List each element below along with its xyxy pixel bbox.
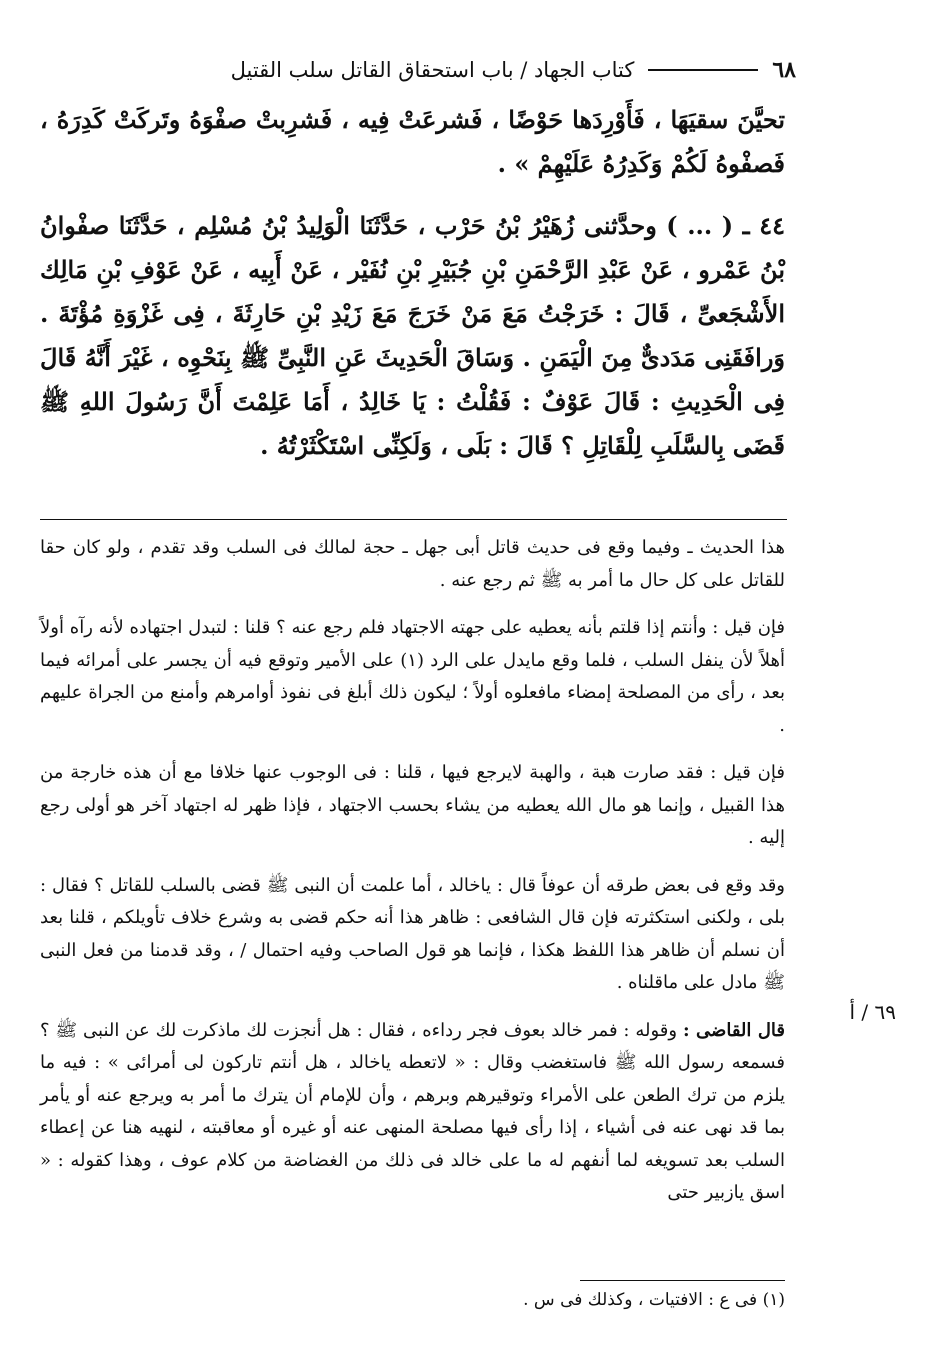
hadith-paragraph: تحيَّنَ سقيَهَا ، فَأَوْرِدَها حَوْضًا ، فَشرعَتْ فِيه ، فَشرِبتْ صفْوَهُ وتَركَتْ كَدِرَهُ ، فَصفْوهُ لَكُمْ وَكَدِرُهُ عَلَيْهِمْ » . — [40, 105, 785, 178]
header-rule — [648, 69, 758, 71]
running-title: كتاب الجهاد / باب استحقاق القاتل سلب القتيل — [230, 58, 635, 82]
section-divider — [40, 519, 787, 520]
footnote-divider — [580, 1280, 785, 1281]
footnote: (١) فى ع : الافتيات ، وكذلك فى س . — [523, 1290, 785, 1310]
commentary-paragraph: وقد وقع فى بعض طرقه أن عوفاً قال : ياخالد ، أما علمت أن النبى ﷺ قضى بالسلب للقاتل ؟ فقال : بلى ، ولكنى استكثرته فإن قال الشافعى : ظاهر هذا أنه حكم قضى به وشرع خلاف تأويلكم ، قلنا بعد أن نسلم أن ظاهر هذا اللفظ هكذا ، فإنما هو قول الصاحب وفيه احتمال / ، وقد قدمنا من فعل النبى ﷺ مادل على ماقلناه . — [40, 874, 785, 993]
commentary-paragraph: فإن قيل : فقد صارت هبة ، والهبة لايرجع فيها ، قلنا : فى الوجوب عنها خلافا مع أن هذه خارجة من هذا القبيل ، وإنما هو مال الله يعطيه من يشاء بحسب الاجتهاد ، فإذا ظهر له اجتهاد آخر هو أولى رجع إليه . — [40, 762, 785, 848]
hadith-text — [40, 98, 785, 486]
commentary-text — [40, 532, 785, 1225]
hadith-paragraph: ٤٤ ـ ( ... ) وحدَّثنى زُهَيْرُ بْنُ حَرْب ، حَدَّثَنَا الْوَلِيدُ بْنُ مُسْلِم ، حَدَّثَنَا صفْوانُ بْنُ عَمْرو ، عَنْ عَبْدِ الرَّحْمَنِ بْنِ جُبَيْرِ بْنِ نُفَيْر ، عَنْ أَبِيه ، عَنْ عَوْفِ بْنِ مَالِك الأَشْجَعىِّ ، قَالَ : خَرَجْتُ مَعَ مَنْ خَرَجَ مَعَ زَيْدِ بْنِ حَارِثَةَ ، فِى غَزْوَةِ مُؤْتَةَ . وَرافَقَنِى مَدَدىٌّ مِنَ الْيَمَنِ . وَسَاقَ الْحَدِيثَ عَنِ النَّبِىِّ ﷺ بِنَحْوِه ، غَيْرَ أَنَّهُ قَالَ فِى الْحَدِيثِ : قَالَ عَوْفٌ : فَقُلْتُ : يَا خَالِدُ ، أَمَا عَلِمْتَ أَنَّ رَسُولَ اللهِ ﷺ قَضَى بِالسَّلَبِ لِلْقَاتِلِ ؟ قَالَ : بَلَى ، وَلَكِنِّى اسْتَكْثَرْتُهُ . — [40, 211, 785, 460]
manuscript-folio-note: ٦٩ / أ — [849, 1000, 896, 1024]
commentary-paragraph: فإن قيل : وأنتم إذا قلتم بأنه يعطيه على جهته الاجتهاد فلم رجع عنه ؟ قلنا : لتبدل اجتهاده لأنه رآه أولاً أهلاً لأن ينفل السلب ، فلما وقع مايدل على الرد (١) على الأمير وتوقع فيه أن يجسر على أمرائه فيما بعد ، رأى من المصلحة إمضاء مافعلوه أولاً ؛ ليكون ذلك أبلغ فى نفوذ أوامرهم وأمنع من الجراة عليهم . — [40, 617, 785, 736]
commentary-body: وقوله : فمر خالد بعوف فجر رداءه ، فقال : هل أنجزت لك ماذكرت لك عن النبى ﷺ ؟ فسمعه رسول الله ﷺ فاستغضب وقال : « لاتعطه ياخالد ، هل أنتم تاركون لى أمرائى » : فيه ما يلزم من ترك الطعن على الأمراء وتوقيرهم وبرهم ، وأن للإمام أن يترك ما أمر به ويرجع عنه أو يأمر بما قد نهى عنه فى أشياء ، إذا رأى فيها مصلحة المنهى عنه أو غيره أو معاقبته ، لنهيه هنا عن إعطاء السلب بعد تسويغه لما أنفهم له ما على خالد فى ذلك من الغضاضة من كلام عوف ، وهذا كقوله : « اسق يازبير حتى — [40, 1019, 785, 1203]
running-header — [36, 52, 796, 88]
commentary-paragraph — [40, 1015, 785, 1210]
commentary-lead: قال القاضى : — [682, 1019, 785, 1041]
commentary-paragraph: هذا الحديث ـ وفيما وقع فى حديث قاتل أبى جهل ـ حجة لمالك فى السلب وقد تقدم ، ولو كان حقا للقاتل على كل حال ما أمر به ﷺ ثم رجع عنه . — [40, 537, 785, 591]
page-number: ٦٨ — [772, 57, 796, 83]
